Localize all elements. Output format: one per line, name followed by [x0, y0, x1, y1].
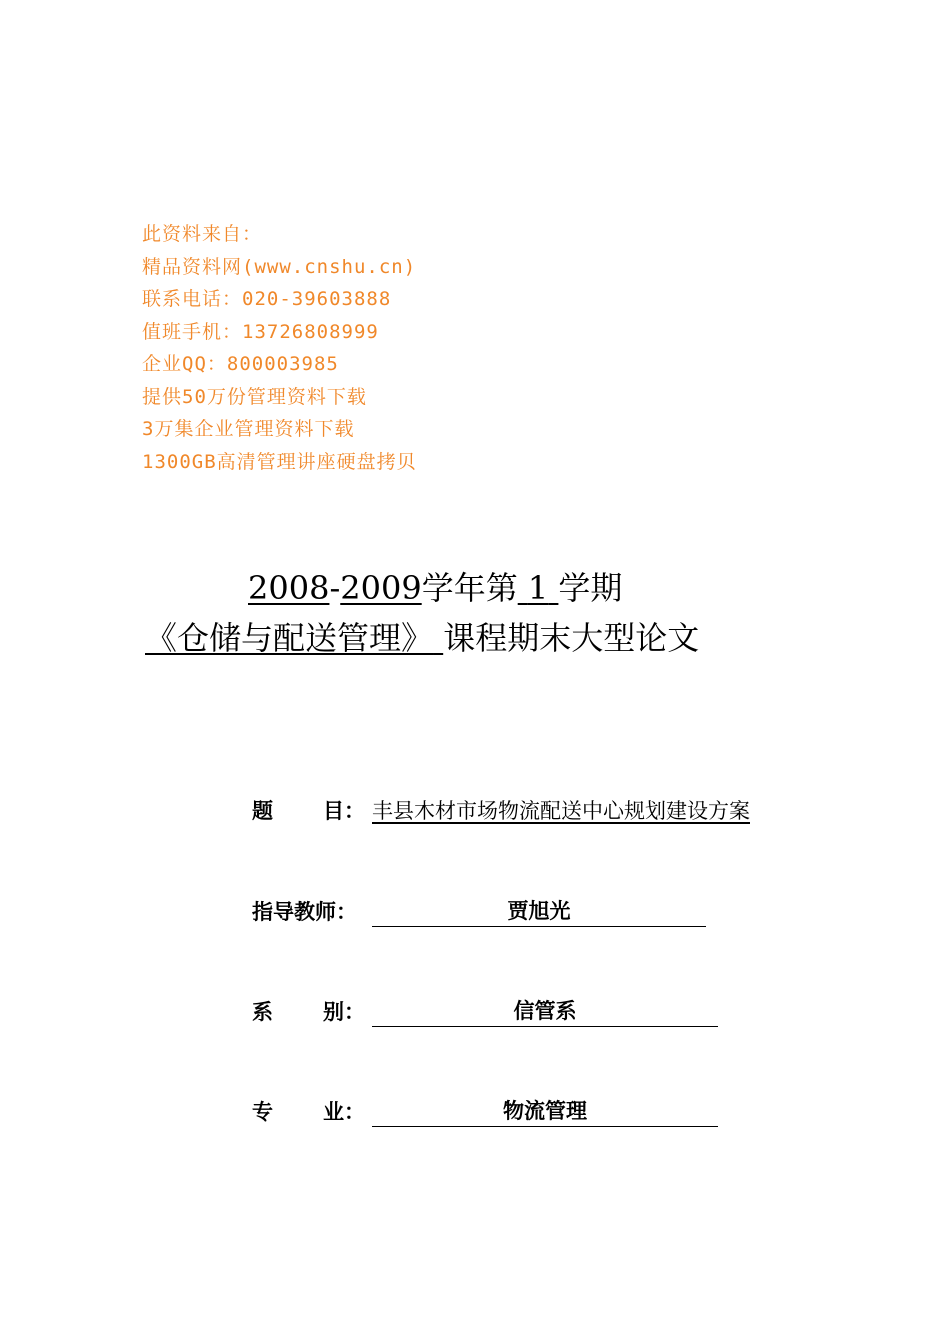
promo-line-offer-1: 提供50万份管理资料下载: [142, 385, 367, 408]
promo-line-offer-3: 1300GB高清管理讲座硬盘拷贝: [142, 450, 417, 473]
field-advisor-value-line: [372, 896, 706, 927]
promo-line-website: 精品资料网(www.cnshu.cn): [142, 255, 417, 278]
field-major: [252, 1096, 718, 1127]
field-major-value: 物流管理: [503, 1099, 587, 1123]
term-number: 1: [527, 569, 549, 607]
field-advisor: [252, 896, 706, 927]
field-major-value-line: [372, 1096, 718, 1127]
field-department: [252, 996, 718, 1027]
field-department-value: 信管系: [513, 999, 577, 1023]
field-topic-label: 题 目：: [252, 799, 365, 823]
field-topic: [252, 796, 750, 826]
field-advisor-label: 指导教师：: [252, 900, 357, 924]
year-suffix: 学年第: [421, 569, 518, 607]
promo-line-source: 此资料来自：: [142, 223, 263, 245]
promo-block: [142, 218, 662, 478]
year-end: 2009: [340, 569, 422, 607]
academic-term-heading: [248, 568, 622, 608]
field-major-label: 专 业：: [252, 1100, 365, 1124]
year-dash: -: [329, 569, 341, 607]
promo-line-phone: 联系电话：020-39603888: [142, 288, 392, 310]
promo-line-qq: 企业QQ：800003985: [142, 353, 339, 375]
course-name: 《仓储与配送管理》: [145, 619, 434, 657]
field-topic-value: 丰县木材市场物流配送中心规划建设方案: [372, 799, 750, 823]
term-suffix: 学期: [558, 569, 623, 607]
field-department-value-line: [372, 996, 718, 1027]
field-advisor-value: 贾旭光: [507, 899, 571, 923]
field-department-label: 系 别：: [252, 1000, 365, 1024]
course-suffix: 课程期末大型论文: [443, 619, 700, 657]
promo-line-mobile: 值班手机：13726808999: [142, 320, 379, 343]
year-start: 2008: [248, 569, 330, 607]
course-heading: [145, 618, 699, 658]
promo-line-offer-2: 3万集企业管理资料下载: [142, 418, 355, 440]
